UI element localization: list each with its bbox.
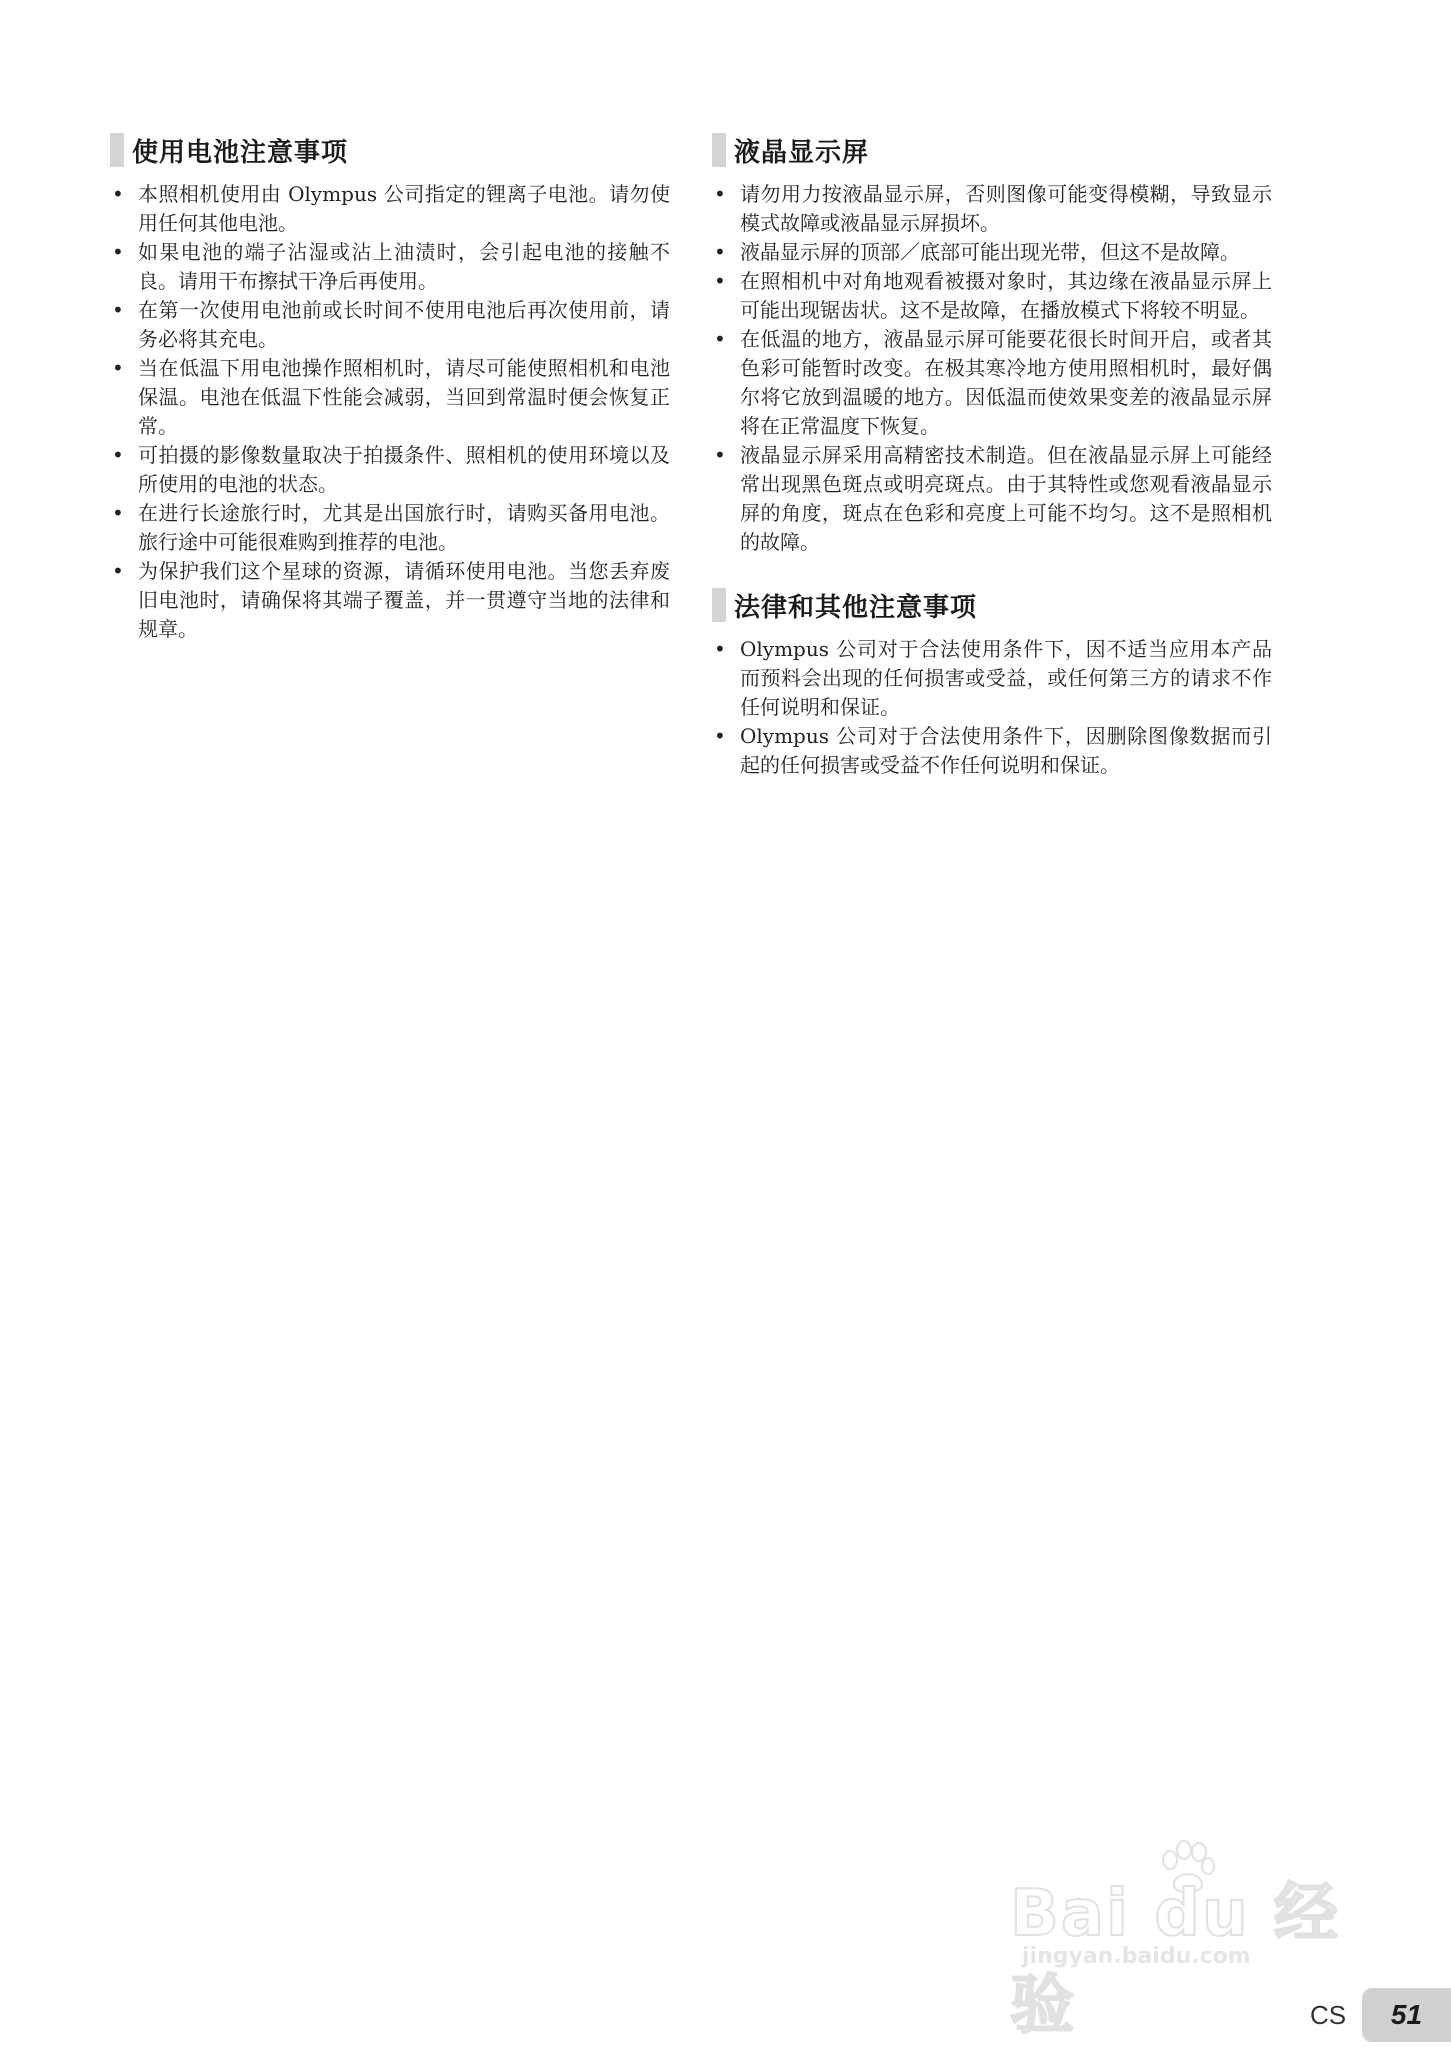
- list-item: • 为保护我们这个星球的资源，请循环使用电池。当您丢弃废旧电池时，请确保将其端子覆盖，并一贯遵守当地的法律和规章。: [110, 557, 670, 644]
- watermark-url: jingyan.baidu.com: [1022, 1944, 1251, 1969]
- list-item: • 液晶显示屏的顶部／底部可能出现光带，但这不是故障。: [712, 238, 1272, 267]
- list-item: • 请勿用力按液晶显示屏，否则图像可能变得模糊，导致显示模式故障或液晶显示屏损坏。: [712, 180, 1272, 238]
- left-column: [110, 130, 670, 672]
- watermark-logo: Bai du 经验: [1010, 1877, 1340, 2043]
- list-item: • 在第一次使用电池前或长时间不使用电池后再次使用前，请务必将其充电。: [110, 296, 670, 354]
- section-header: [712, 130, 1272, 170]
- lcd-section: [712, 130, 1272, 557]
- list-item: • Olympus 公司对于合法使用条件下，因删除图像数据而引起的任何损害或受益不作任何说明和保证。: [712, 722, 1272, 780]
- lcd-section-title: 液晶显示屏: [734, 137, 870, 168]
- section-header: [712, 585, 1272, 625]
- list-item: • Olympus 公司对于合法使用条件下，因不适当应用本产品而预料会出现的任何损害或受益，或任何第三方的请求不作任何说明和保证。: [712, 635, 1272, 722]
- section-marker: [110, 133, 124, 167]
- battery-notes-list: [110, 180, 670, 644]
- language-code: CS: [1310, 2000, 1347, 2030]
- section-marker: [712, 133, 726, 167]
- legal-notes-list: [712, 635, 1272, 780]
- list-item: • 在进行长途旅行时，尤其是出国旅行时，请购买备用电池。旅行途中可能很难购到推荐的电池。: [110, 499, 670, 557]
- legal-section: [712, 585, 1272, 780]
- list-item: • 当在低温下用电池操作照相机时，请尽可能使照相机和电池保温。电池在低温下性能会减弱，当回到常温时便会恢复正常。: [110, 354, 670, 441]
- right-column: [712, 130, 1272, 808]
- list-item: • 如果电池的端子沾湿或沾上油渍时，会引起电池的接触不良。请用干布擦拭干净后再使用。: [110, 238, 670, 296]
- list-item: • 在低温的地方，液晶显示屏可能要花很长时间开启，或者其色彩可能暂时改变。在极其寒冷地方使用照相机时，最好偶尔将它放到温暖的地方。因低温而使效果变差的液晶显示屏将在正常温度下恢复。: [712, 325, 1272, 441]
- list-item: • 本照相机使用由 Olympus 公司指定的锂离子电池。请勿使用任何其他电池。: [110, 180, 670, 238]
- page-number-tab: [1362, 1988, 1451, 2042]
- section-header: [110, 130, 670, 170]
- battery-section: [110, 130, 670, 644]
- lcd-notes-list: [712, 180, 1272, 557]
- list-item: • 在照相机中对角地观看被摄对象时，其边缘在液晶显示屏上可能出现锯齿状。这不是故障，在播放模式下将较不明显。: [712, 267, 1272, 325]
- list-item: • 可拍摄的影像数量取决于拍摄条件、照相机的使用环境以及所使用的电池的状态。: [110, 441, 670, 499]
- legal-section-title: 法律和其他注意事项: [734, 592, 978, 623]
- list-item: • 液晶显示屏采用高精密技术制造。但在液晶显示屏上可能经常出现黑色斑点或明亮斑点。由于其特性或您观看液晶显示屏的角度，斑点在色彩和亮度上可能不均匀。这不是照相机的故障。: [712, 441, 1272, 557]
- page-number: 51: [1390, 1999, 1423, 2030]
- section-marker: [712, 588, 726, 622]
- battery-section-title: 使用电池注意事项: [132, 137, 349, 168]
